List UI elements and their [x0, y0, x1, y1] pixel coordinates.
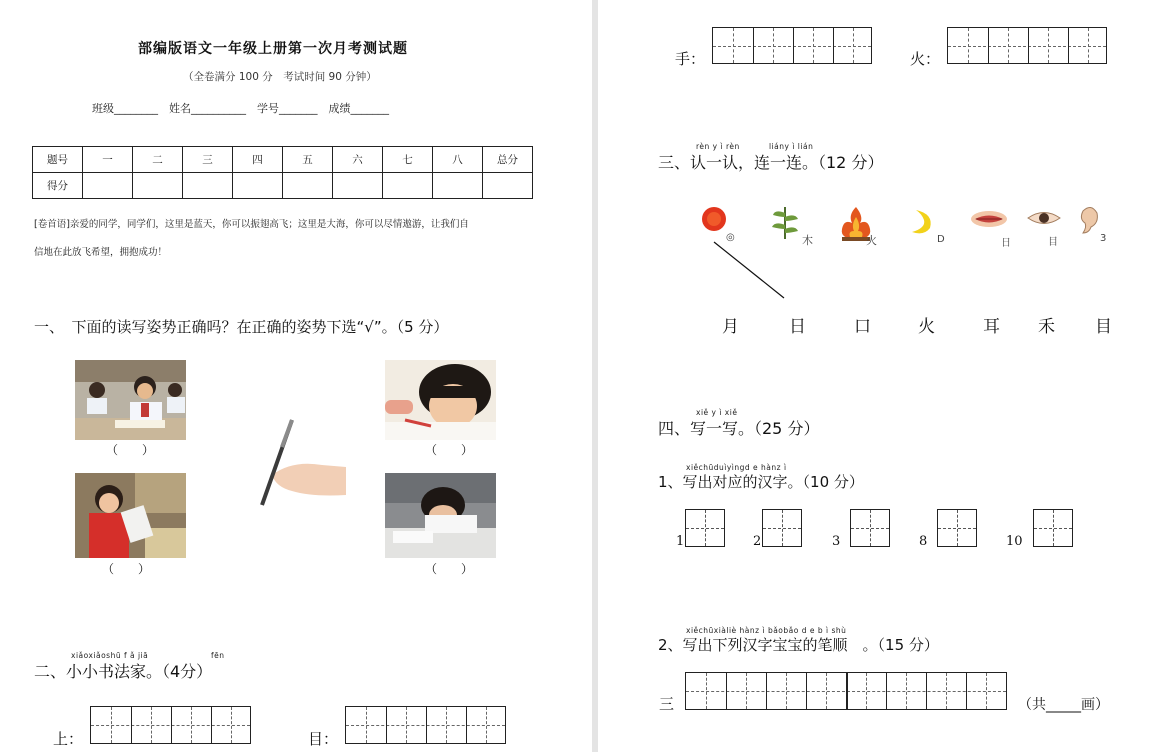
photo-hand-holding-pen — [252, 415, 348, 510]
score-cell[interactable] — [283, 173, 333, 199]
photo-classroom-reading — [75, 360, 186, 440]
number-label: 10 — [1006, 534, 1023, 549]
intro-line: [卷首语]亲爱的同学，同学们，这里是蓝天，你可以振翅高飞；这里是大海，你可以尽情遨游，让我们自 — [34, 219, 469, 230]
answer-paren[interactable]: （ ） — [106, 443, 155, 457]
picto-yue: D — [937, 234, 945, 245]
match-char-huo[interactable]: 火 — [918, 317, 935, 337]
number-label: 8 — [919, 534, 928, 549]
score-cell[interactable] — [233, 173, 283, 199]
student-info-line: 班级________ 姓名__________ 学号_______ 成绩_______ — [92, 102, 389, 115]
match-char-mu[interactable]: 目 — [1095, 317, 1112, 337]
number-label: 3 — [832, 534, 841, 549]
answer-paren[interactable]: （ ） — [102, 562, 151, 576]
match-char-ri[interactable]: 日 — [789, 317, 806, 337]
question-1-heading: 一、 下面的读写姿势正确吗？在正确的姿势下选“√”。（5 分） — [34, 318, 449, 336]
write-label-huo: 火： — [910, 50, 941, 68]
score-cell[interactable] — [433, 173, 483, 199]
score-header-cell: 五 — [283, 147, 333, 173]
writing-grid-huo[interactable] — [947, 27, 1107, 64]
question-3-pinyin: rèn y ì rèn — [696, 142, 740, 151]
picto-kou: 日 — [1001, 238, 1011, 249]
score-cell[interactable] — [333, 173, 383, 199]
photo-girl-reading-book — [75, 473, 186, 558]
tian-grid-box[interactable] — [937, 509, 977, 547]
number-label: 1 — [676, 534, 685, 549]
question-4-1-heading: 1、写出对应的汉字。（10 分） — [658, 473, 864, 491]
match-char-er[interactable]: 耳 — [983, 317, 1000, 337]
score-cell[interactable] — [83, 173, 133, 199]
write-label-shou: 手： — [675, 50, 706, 68]
match-char-he[interactable]: 禾 — [1038, 317, 1055, 337]
picto-sun: ◎ — [726, 232, 735, 243]
score-header-cell: 七 — [383, 147, 433, 173]
write-label-mu: 目： — [308, 730, 339, 748]
score-table-score-row — [33, 173, 533, 199]
score-header-cell: 八 — [433, 147, 483, 173]
picto-mu-eye: 目 — [1048, 237, 1058, 248]
right-page — [598, 0, 1159, 752]
score-row-label: 得分 — [33, 173, 83, 199]
score-table-header-row — [33, 147, 533, 173]
ear-icon-image — [1077, 205, 1101, 237]
score-header-cell: 总分 — [483, 147, 533, 173]
photo-child-head-on-desk-image — [385, 473, 496, 558]
moon-icon — [908, 206, 940, 238]
stroke-count-suffix[interactable]: （共_____画） — [1018, 697, 1109, 713]
mouth-icon — [969, 208, 1009, 230]
intro-line: 信地在此放飞希望，拥抱成功！ — [34, 247, 168, 258]
exam-subtitle: （全卷满分 100 分 考试时间 90 分钟） — [183, 71, 377, 83]
question-2-pinyin-fen: fēn — [211, 651, 225, 660]
question-4-2-pinyin: xiěchūxiàliè hànz ì bǎobǎo d e b ì shù — [686, 626, 847, 635]
score-header-cell: 三 — [183, 147, 233, 173]
answer-paren[interactable]: （ ） — [425, 562, 474, 576]
writing-grid-mu[interactable] — [345, 706, 506, 744]
photo-hand-holding-pen-image — [252, 415, 348, 510]
writing-grid-shang[interactable] — [90, 706, 251, 744]
tian-grid-box[interactable] — [762, 509, 802, 547]
photo-child-writing-close-image — [385, 360, 496, 440]
score-cell[interactable] — [133, 173, 183, 199]
question-4-heading: 四、写一写。（25 分） — [658, 419, 820, 438]
plant-icon-image — [770, 203, 800, 243]
score-header-cell: 四 — [233, 147, 283, 173]
score-cell[interactable] — [383, 173, 433, 199]
picto-huo: 火 — [866, 234, 877, 247]
question-2-pinyin: xiǎoxiǎoshū f ǎ jiā — [71, 651, 149, 660]
score-header-cell: 六 — [333, 147, 383, 173]
eye-icon — [1026, 209, 1062, 227]
score-cell[interactable] — [483, 173, 533, 199]
tian-grid-box[interactable] — [850, 509, 890, 547]
moon-icon-image — [908, 206, 940, 238]
answer-paren[interactable]: （ ） — [425, 443, 474, 457]
tian-grid-box[interactable] — [1033, 509, 1073, 547]
picto-er: 3 — [1100, 233, 1107, 244]
question-4-2-heading: 2、写出下列汉字宝宝的笔顺 。（15 分） — [658, 636, 939, 654]
question-2-heading: 二、小小书法家。（4分） — [34, 662, 213, 681]
photo-child-head-on-desk — [385, 473, 496, 558]
ear-icon — [1077, 205, 1101, 237]
exam-title: 部编版语文一年级上册第一次月考测试题 — [138, 41, 408, 57]
writing-grid-shou[interactable] — [712, 27, 872, 64]
match-char-kou[interactable]: 口 — [854, 317, 871, 337]
photo-classroom-reading-image — [75, 360, 186, 440]
intro-text — [34, 211, 554, 267]
score-header-cell: 题号 — [33, 147, 83, 173]
score-header-cell: 一 — [83, 147, 133, 173]
score-cell[interactable] — [183, 173, 233, 199]
picto-mu: 木 — [802, 234, 813, 247]
match-char-yue[interactable]: 月 — [722, 317, 739, 337]
question-3-pinyin-lian: liány ì lián — [769, 142, 814, 151]
photo-child-writing-close — [385, 360, 496, 440]
write-label-shang: 上： — [53, 730, 84, 748]
photo-girl-reading-book-image — [75, 473, 186, 558]
score-table — [32, 146, 533, 199]
matching-line — [710, 238, 790, 302]
plant-icon — [770, 203, 800, 243]
stroke-order-grid[interactable] — [685, 672, 1007, 710]
number-label: 2 — [753, 534, 762, 549]
tian-grid-box[interactable] — [685, 509, 725, 547]
eye-icon-image — [1026, 209, 1062, 227]
stroke-order-char: 三 — [659, 695, 675, 713]
score-header-cell: 二 — [133, 147, 183, 173]
question-4-1-pinyin: xiěchūduìyìngd e hànz ì — [686, 463, 787, 472]
mouth-icon-image — [969, 208, 1009, 230]
question-4-pinyin: xiě y ì xiě — [696, 408, 738, 417]
question-3-heading: 三、认一认，连一连。（12 分） — [658, 153, 884, 172]
